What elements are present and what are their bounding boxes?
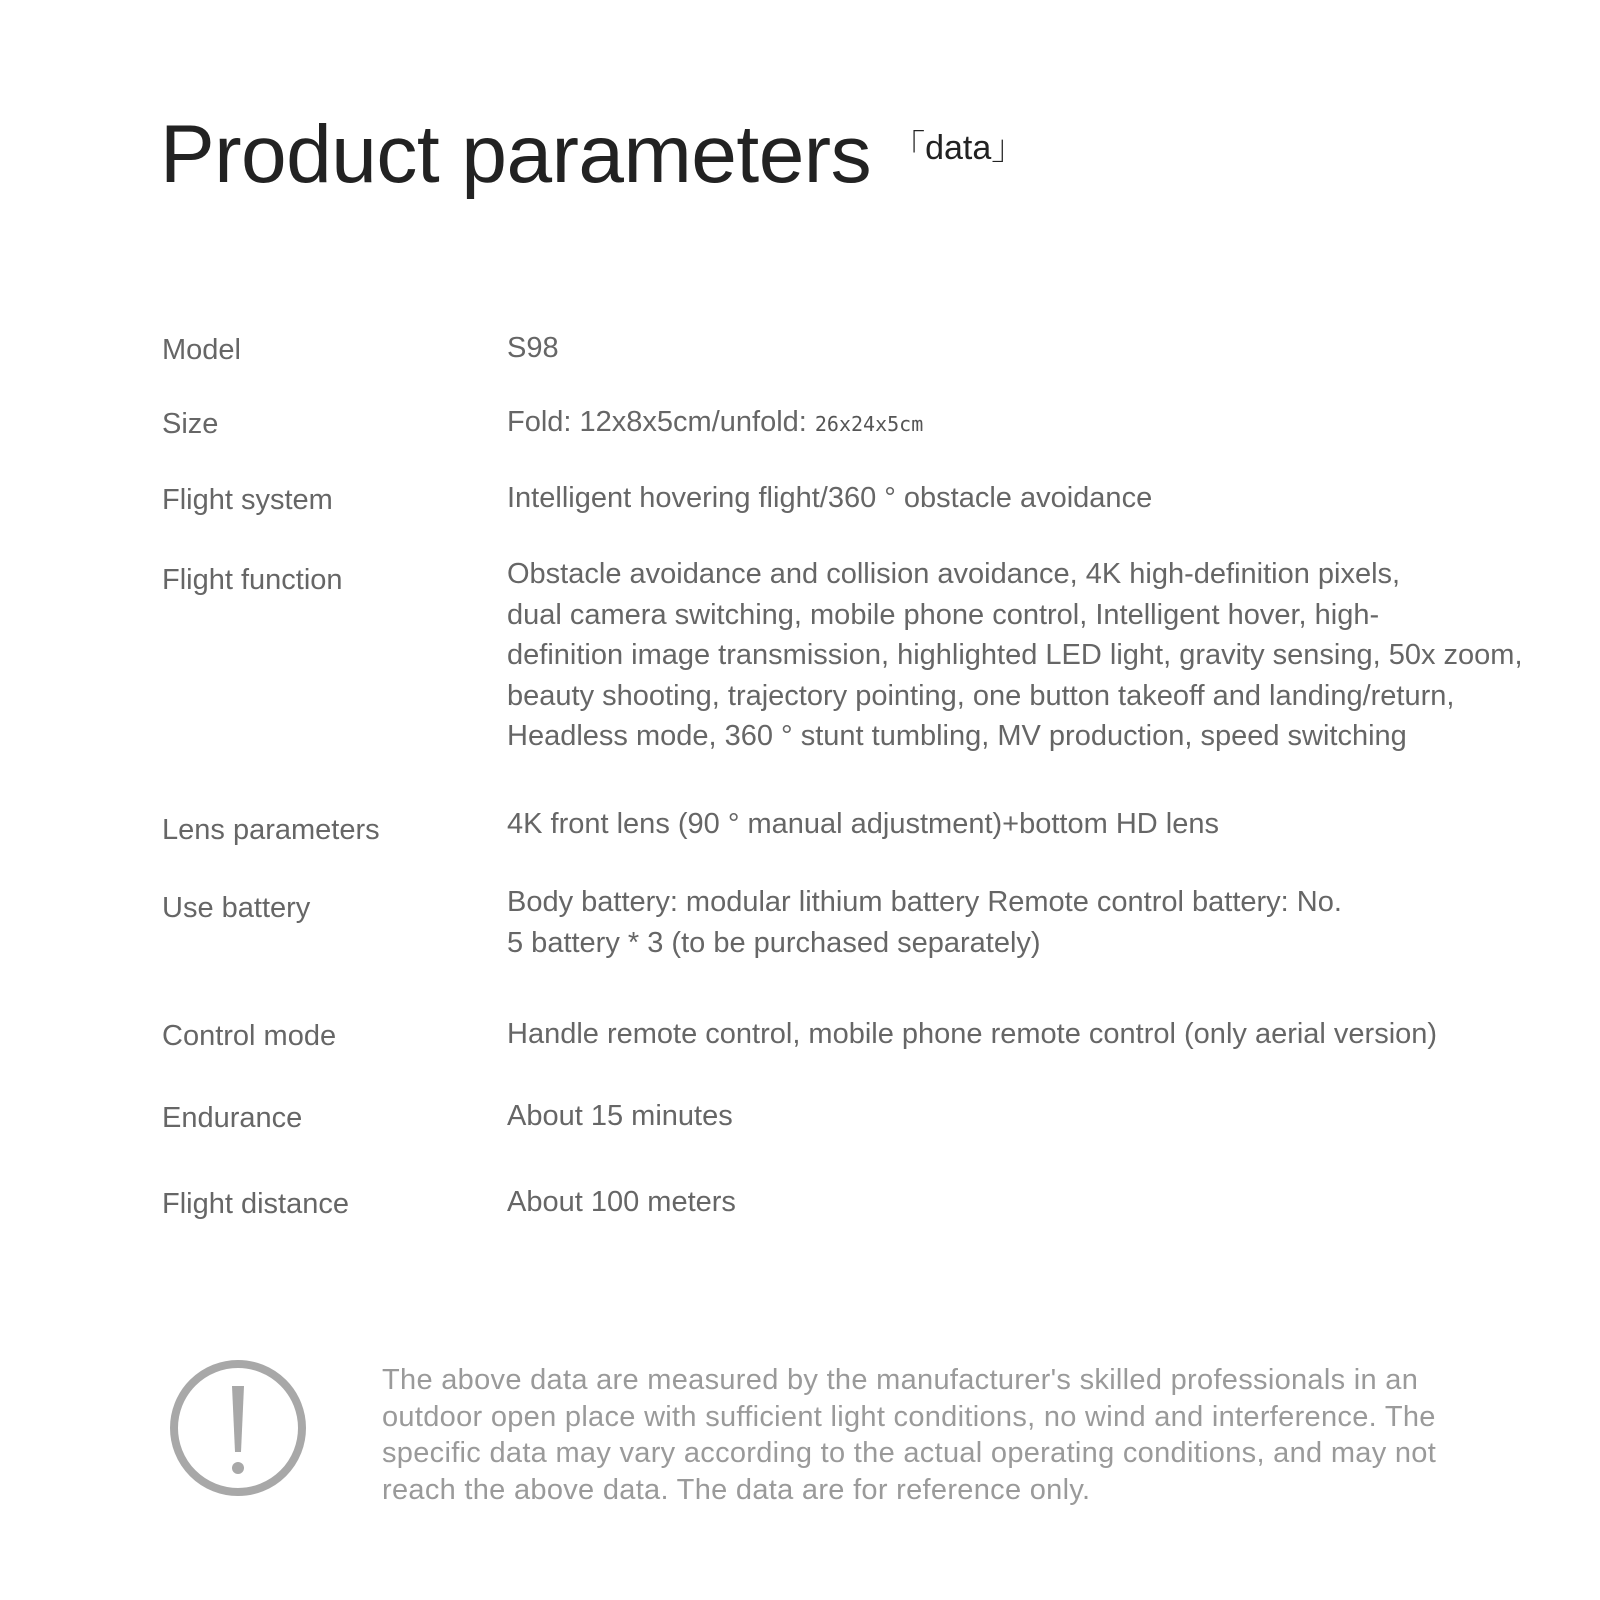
- param-value: Intelligent hovering flight/360 ° obstacle avoidance: [507, 482, 1153, 514]
- param-value: About 15 minutes: [507, 1100, 733, 1132]
- param-value: About 100 meters: [507, 1186, 736, 1218]
- param-label: Size: [162, 408, 219, 440]
- note-line: The above data are measured by the manufacturer's skilled professionals in an: [382, 1364, 1419, 1396]
- note-line: specific data may vary according to the actual operating conditions, and may not: [382, 1437, 1437, 1469]
- value-line: dual camera switching, mobile phone control, Intelligent hover, high-: [507, 598, 1380, 631]
- page-header: [160, 108, 1025, 202]
- disclaimer-note: [382, 1362, 1502, 1508]
- param-label: Endurance: [162, 1102, 303, 1134]
- page-title: Product parameters: [160, 109, 872, 200]
- param-label: Use battery: [162, 892, 311, 924]
- param-value: [507, 882, 1557, 963]
- param-value: S98: [507, 332, 559, 364]
- value-line: definition image transmission, highlighted LED light, gravity sensing, 50x zoom,: [507, 639, 1523, 671]
- value-line: Headless mode, 360 ° stunt tumbling, MV production, speed switching: [507, 720, 1407, 752]
- param-value: Handle remote control, mobile phone remote control (only aerial version): [507, 1018, 1438, 1050]
- param-label: Flight function: [162, 564, 343, 596]
- value-line: 5 battery * 3 (to be purchased separately): [507, 926, 1041, 959]
- value-line: beauty shooting, trajectory pointing, one button takeoff and landing/return,: [507, 679, 1455, 712]
- param-label: Lens parameters: [162, 814, 380, 846]
- param-value: [507, 554, 1557, 757]
- size-value-main: Fold: 12x8x5cm/unfold:: [507, 406, 815, 438]
- exclamation-circle-icon: [168, 1358, 308, 1498]
- param-label: Model: [162, 334, 241, 366]
- param-label: Control mode: [162, 1020, 337, 1052]
- param-label: Flight distance: [162, 1188, 349, 1220]
- size-value-unfold: 26x24x5cm: [814, 412, 924, 436]
- note-line: reach the above data. The data are for reference only.: [382, 1473, 1091, 1506]
- value-line: Body battery: modular lithium battery Remote control battery: No.: [507, 886, 1342, 918]
- param-value: 4K front lens (90 ° manual adjustment)+bottom HD lens: [507, 808, 1219, 840]
- param-value: [507, 402, 1557, 445]
- title-tag: 「data」: [891, 129, 1026, 167]
- param-label: Flight system: [162, 484, 333, 516]
- value-line: Obstacle avoidance and collision avoidance, 4K high-definition pixels,: [507, 558, 1401, 590]
- note-line: outdoor open place with sufficient light conditions, no wind and interference. The: [382, 1400, 1436, 1433]
